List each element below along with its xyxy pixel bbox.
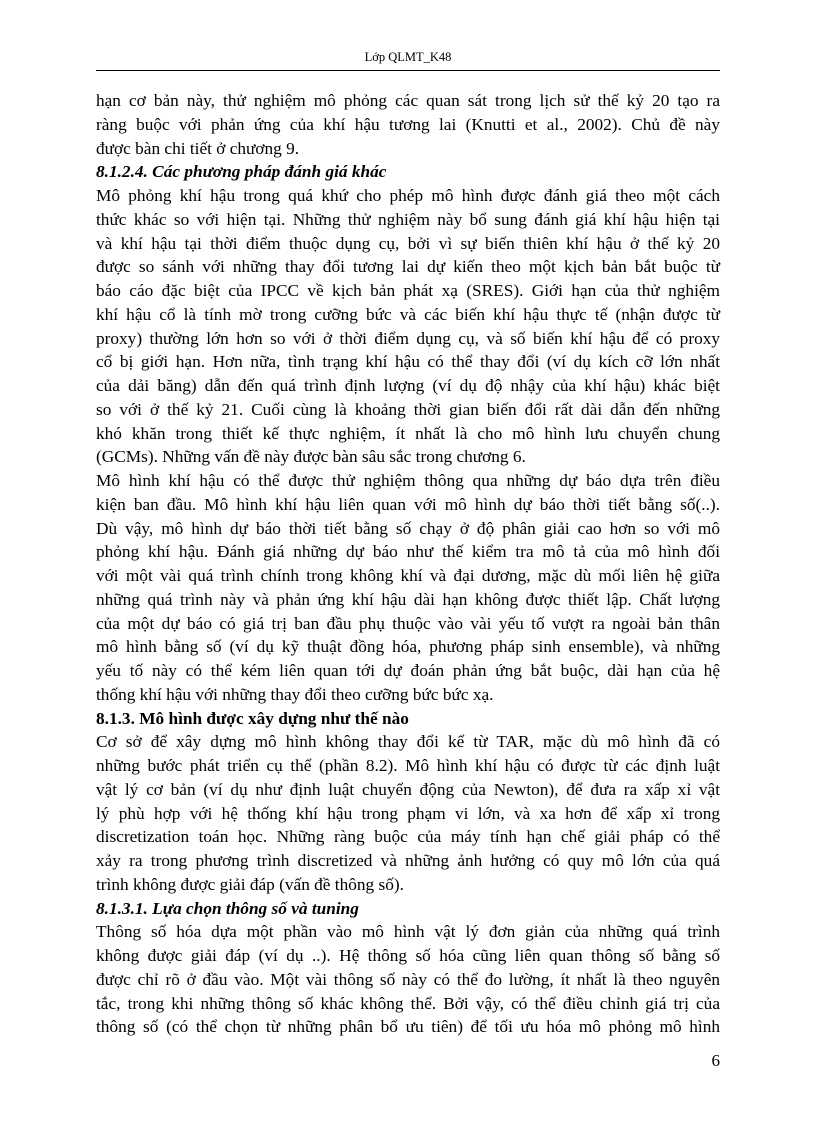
text-line: tắc, trong khi những thông số khác không thể. Bởi vậy, có thể điều chỉnh giá trị của: [96, 993, 720, 1013]
text-line: thông số (có thể chọn từ những phân bổ ưu tiên) để tối ưu hóa mô phỏng mô hình: [96, 1017, 720, 1037]
text-line: trình không được giải đáp (vấn đề thông số).: [96, 874, 404, 894]
text-line: Cơ sở để xây dựng mô hình không thay đổi kể từ TAR, mặc dù mô hình đã có: [96, 732, 720, 752]
text-line: báo cáo đặc biệt của IPCC về kịch bản phát xạ (SRES). Giới hạn của thử nghiệm: [96, 281, 720, 300]
text-line: được so sánh với những thay đổi tương lai dự kiến theo một kịch bản bắt buộc từ: [96, 257, 720, 277]
text-line: được chỉ rõ ở đầu vào. Một vài thông số này có thể đo lường, ít nhất là theo nguyên: [96, 969, 720, 989]
heading-8-1-3: 8.1.3. Mô hình được xây dựng như thế nào: [96, 708, 409, 728]
text-line: Dù vậy, mô hình dự báo thời tiết bằng số chạy ở độ phân giải cao hơn so với mô: [96, 518, 720, 538]
heading-8-1-3-1: 8.1.3.1. Lựa chọn thông số và tuning: [96, 898, 359, 918]
text-line: vật lý cơ bản (ví dụ như định luật chuyển động của Newton), để đưa ra xấp xỉ vật: [96, 779, 720, 799]
page-number: 6: [711, 1051, 720, 1070]
page-body: [96, 89, 720, 1039]
header-rule: [96, 70, 720, 71]
text-line: thức khác so với hiện tại. Những thử nghiệm này bổ sung đánh giá khí hậu hiện tại: [96, 209, 720, 229]
text-line: với một vài quá trình chính trong không khí và đại dương, mặc dù mối liên hệ giữa: [96, 566, 720, 585]
paragraph-4: [96, 730, 720, 896]
text-line: không được giải đáp (ví dụ ..). Hệ thông số hóa cũng liên quan thông số bằng số: [96, 946, 720, 965]
text-line: lý phù hợp với hệ thống khí hậu trong phạm vi lớn, và xa hơn để xấp xỉ trong: [96, 803, 720, 823]
text-line: xảy ra trong phương trình discretized và những ảnh hưởng có quy mô lớn của quá: [96, 851, 720, 870]
text-line: ràng buộc với phản ứng của khí hậu tương lai (Knutti et al., 2002). Chủ đề này: [96, 114, 720, 134]
text-line: của dải băng) dẫn đến quá trình định lượng (ví dụ độ nhậy của khí hậu) khác biệt: [96, 376, 720, 395]
paragraph-2: [96, 184, 720, 469]
text-line: proxy) thường lớn hơn so với ở thời điểm dụng cụ, và số biến khí hậu để có proxy: [96, 328, 720, 348]
heading-8-1-2-4: 8.1.2.4. Các phương pháp đánh giá khác: [96, 162, 387, 182]
paragraph-1: [96, 89, 720, 160]
paragraph-5: [96, 920, 720, 1039]
text-line: thống khí hậu với những thay đổi theo cưỡng bức bức xạ.: [96, 684, 494, 704]
header-title: Lớp QLMT_K48: [364, 50, 452, 64]
text-line: yếu tố này có thể kém liên quan tới dự đoán phản ứng bắt buộc, dài hạn của hệ: [96, 661, 720, 680]
text-line: mô hình bằng số (ví dụ kỹ thuật đồng hóa, phương pháp sinh ensemble), và những: [96, 637, 720, 657]
text-line: Thông số hóa dựa một phần vào mô hình vật lý đơn giản của những quá trình: [96, 922, 720, 942]
text-line: Mô hình khí hậu có thể được thử nghiệm thông qua những dự báo dựa trên điều: [96, 471, 720, 490]
text-line: và khí hậu tại thời điểm thuộc dụng cụ, bởi vì sự biến thiên khí hậu ở thế kỷ 20: [96, 233, 720, 253]
paragraph-3: [96, 469, 720, 707]
text-line: khó khăn trong thiết kế thực nghiệm, ít nhất là cho mô hình lưu chuyển chung: [96, 423, 720, 443]
text-line: khí hậu cổ là tính mờ trong cưỡng bức và các biến khí hậu thực tế (nhận được từ: [96, 304, 720, 324]
text-line: hạn cơ bản này, thử nghiệm mô phỏng các quan sát trong lịch sử thế kỷ 20 tạo ra: [96, 91, 720, 110]
text-line: của một dự báo có giá trị ban đầu phụ thuộc vào vài yếu tố vượt ra ngoài bản thân: [96, 613, 720, 633]
text-line: (GCMs). Những vấn đề này được bàn sâu sắc trong chương 6.: [96, 447, 526, 467]
text-line: Mô phỏng khí hậu trong quá khứ cho phép mô hình được đánh giá theo một cách: [96, 186, 720, 205]
text-line: những quá trình này và phản ứng khí hậu dài hạn không được thiết lập. Chất lượng: [96, 589, 720, 609]
text-line: được bàn chi tiết ở chương 9.: [96, 138, 300, 158]
text-line: những bước phát triển cụ thể (phần 8.2). Mô hình khí hậu có được từ các định luật: [96, 756, 720, 775]
text-line: discretization toán học. Những ràng buộc của máy tính hạn chế giải pháp có thể: [96, 827, 720, 847]
text-line: cổ bị giới hạn. Hơn nữa, tình trạng khí hậu có thể thay đổi (ví dụ kích cỡ lớn nhất: [96, 352, 720, 372]
text-line: kiện ban đầu. Mô hình khí hậu liên quan với mô hình dự báo thời tiết bằng số(..).: [96, 494, 720, 514]
text-line: so với ở thế kỷ 21. Cuối cùng là khoảng thời gian biến đổi rất dài dẫn đến những: [96, 399, 720, 419]
text-line: phỏng khí hậu. Đánh giá những dự báo như thế kiểm tra mô tả của mô hình đối: [96, 542, 720, 562]
